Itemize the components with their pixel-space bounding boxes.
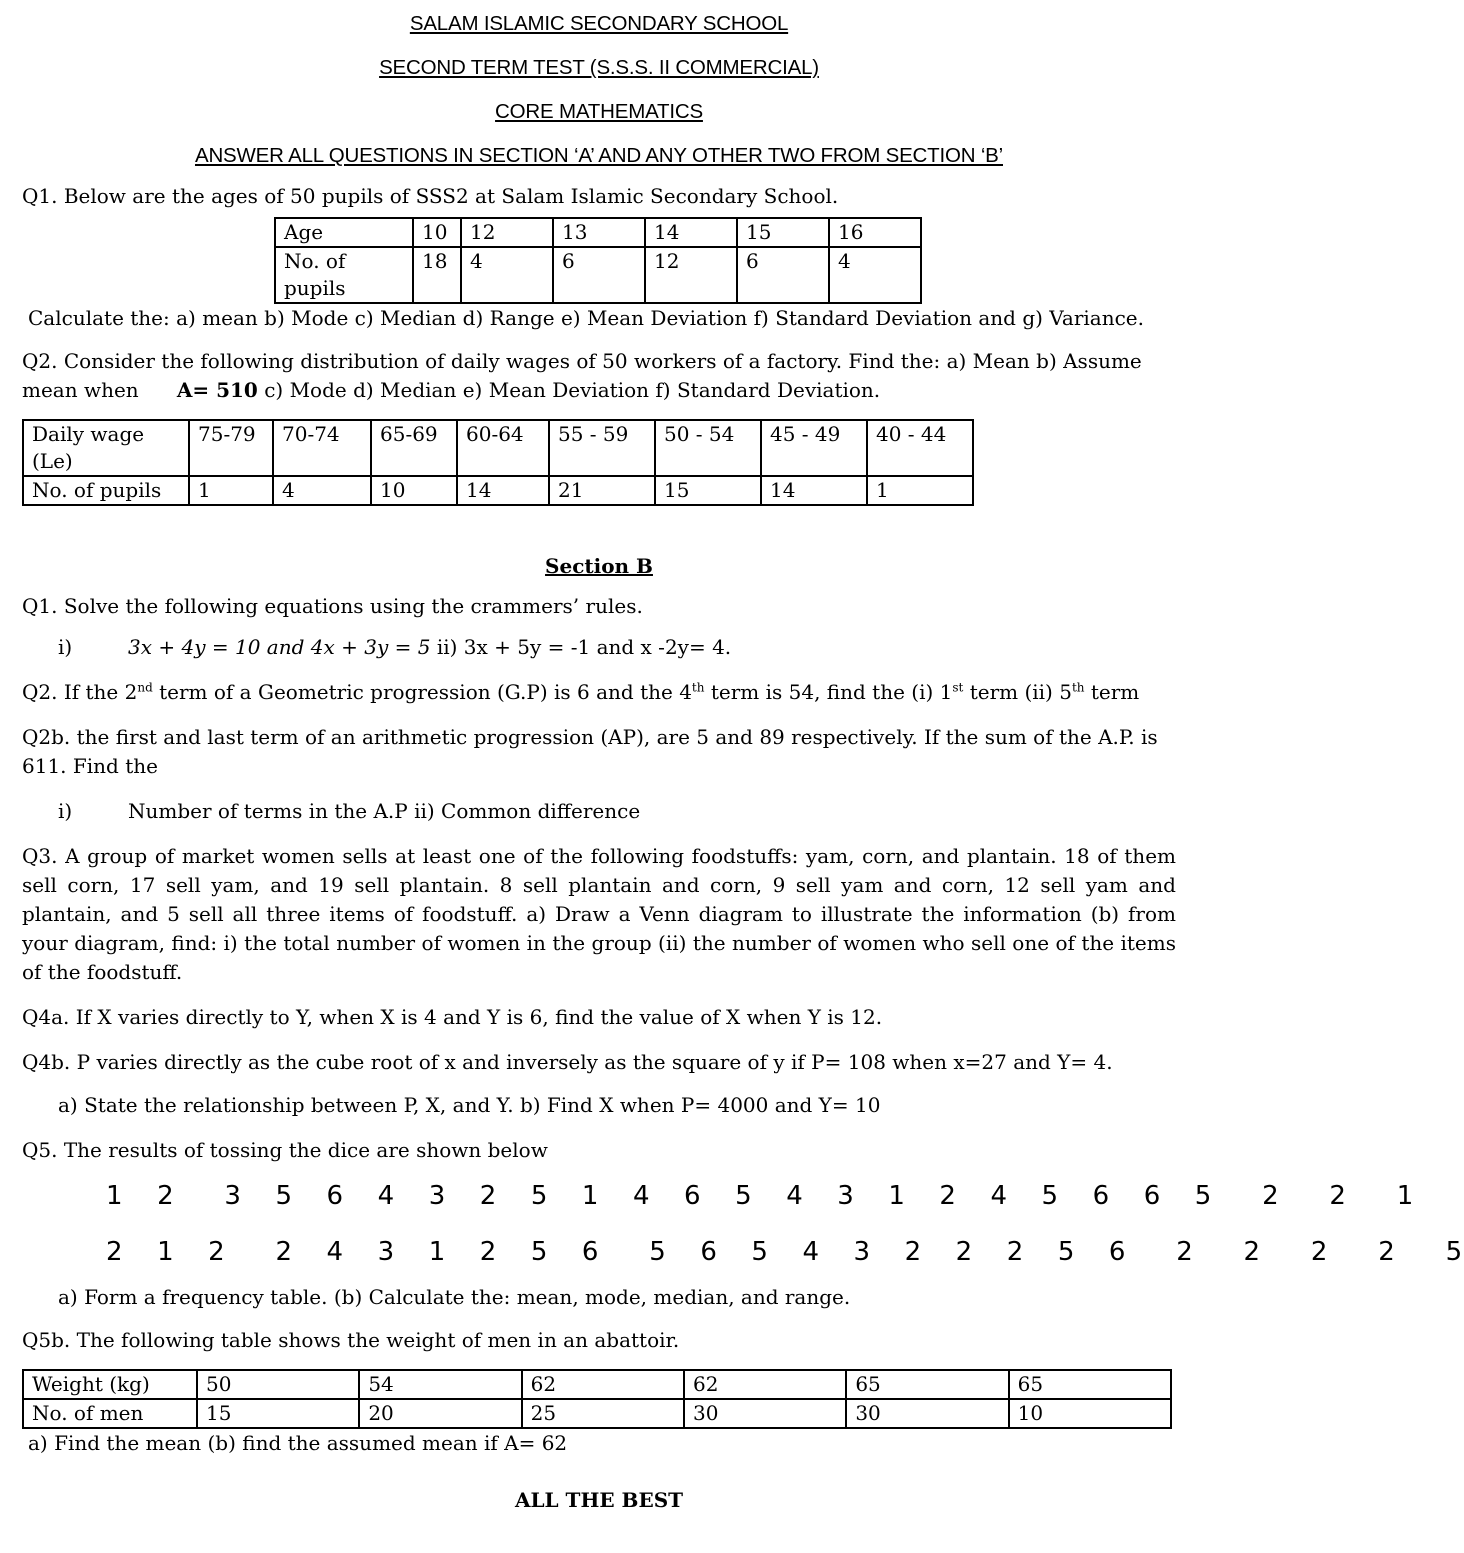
table-cell: 65-69 xyxy=(371,420,457,476)
table-cell: 25 xyxy=(522,1399,684,1428)
table-cell: 1 xyxy=(189,476,273,505)
subject-title: CORE MATHEMATICS xyxy=(495,100,703,123)
sectionB-q1-equations xyxy=(22,633,1176,662)
table-cell: 13 xyxy=(553,218,645,247)
table-cell: 15 xyxy=(197,1399,359,1428)
table-cell: 10 xyxy=(413,218,461,247)
row-label-age: Age xyxy=(275,218,413,247)
table-cell: 75-79 xyxy=(189,420,273,476)
dice-results-line-1: 1 2 3 5 6 4 3 2 5 1 4 6 5 4 3 1 2 4 5 6 6 5 2 2 1 xyxy=(106,1181,1416,1211)
table-cell: 50 xyxy=(197,1370,359,1399)
table-cell: 14 xyxy=(457,476,549,505)
table-row xyxy=(275,247,921,303)
table-cell: 70-74 xyxy=(273,420,371,476)
table-cell: 18 xyxy=(413,247,461,303)
table-cell: 4 xyxy=(273,476,371,505)
table-cell: 12 xyxy=(645,247,737,303)
table-cell: 12 xyxy=(461,218,553,247)
table-cell: 45 - 49 xyxy=(761,420,867,476)
assumed-mean-value: A= 510 xyxy=(176,378,258,402)
sectionA-q1-task: Calculate the: a) mean b) Mode c) Median d) Range e) Mean Deviation f) Standard Deviation and g) Variance. xyxy=(28,306,1144,330)
test-title: SECOND TERM TEST (S.S.S. II COMMERCIAL) xyxy=(379,56,819,79)
table-cell: 30 xyxy=(684,1399,846,1428)
item-number: i) xyxy=(58,635,73,659)
table-cell: 40 - 44 xyxy=(867,420,973,476)
ages-table xyxy=(274,217,922,304)
row-label-pupils: No. of pupils xyxy=(275,247,413,303)
table-cell: 65 xyxy=(846,1370,1008,1399)
section-b-title: Section B xyxy=(545,554,653,578)
table-cell: 21 xyxy=(549,476,655,505)
table-cell: 16 xyxy=(829,218,921,247)
sectionB-q2b-sub xyxy=(22,797,1176,826)
table-cell: 62 xyxy=(522,1370,684,1399)
sectionB-q2-text: Q2. If the 2nd term of a Geometric progression (G.P) is 6 and the 4th term is 54, find the (i) 1st term (ii) 5th term xyxy=(22,680,1140,704)
table-cell: 10 xyxy=(1009,1399,1171,1428)
table-cell: 62 xyxy=(684,1370,846,1399)
q2-text-a: Q2. Consider the following distribution of daily wages of 50 workers of a factory. Find the: a) Mean b) Assume mean when xyxy=(22,349,1142,402)
table-row xyxy=(23,420,973,476)
sectionB-q5-sub: a) Form a frequency table. (b) Calculate the: mean, mode, median, and range. xyxy=(58,1285,851,1309)
sectionB-q4b-text: Q4b. P varies directly as the cube root of x and inversely as the square of y if P= 108 when x=27 and Y= 4. xyxy=(22,1050,1113,1074)
sectionB-q5-text: Q5. The results of tossing the dice are shown below xyxy=(22,1138,548,1162)
sectionA-q1-text: Q1. Below are the ages of 50 pupils of SSS2 at Salam Islamic Secondary School. xyxy=(22,184,839,208)
table-cell: 15 xyxy=(655,476,761,505)
table-cell: 54 xyxy=(359,1370,521,1399)
table-cell: 50 - 54 xyxy=(655,420,761,476)
table-cell: 10 xyxy=(371,476,457,505)
sectionB-q5b-sub: a) Find the mean (b) find the assumed mean if A= 62 xyxy=(28,1431,568,1455)
closing-note: ALL THE BEST xyxy=(514,1488,684,1512)
sectionB-q1-text: Q1. Solve the following equations using the crammers’ rules. xyxy=(22,594,643,618)
wages-table xyxy=(22,419,974,506)
table-row xyxy=(23,476,973,505)
table-cell: 14 xyxy=(645,218,737,247)
table-row xyxy=(275,218,921,247)
table-cell: 4 xyxy=(461,247,553,303)
row-label-men: No. of men xyxy=(23,1399,197,1428)
sectionB-q2b-text: Q2b. the first and last term of an arithmetic progression (AP), are 5 and 89 respectively. If the sum of the A.P. is 611. Find the xyxy=(22,725,1158,778)
table-cell: 15 xyxy=(737,218,829,247)
table-cell: 65 xyxy=(1009,1370,1171,1399)
table-row xyxy=(23,1399,1171,1428)
table-cell: 4 xyxy=(829,247,921,303)
sectionB-q4a-text: Q4a. If X varies directly to Y, when X is 4 and Y is 6, find the value of X when Y is 12. xyxy=(22,1005,883,1029)
instruction: ANSWER ALL QUESTIONS IN SECTION ‘A’ AND ANY OTHER TWO FROM SECTION ‘B’ xyxy=(194,144,1003,167)
row-label-wage: Daily wage (Le) xyxy=(23,420,189,476)
q2b-subquestions: Number of terms in the A.P ii) Common difference xyxy=(128,799,641,823)
sectionB-q3-text: Q3. A group of market women sells at least one of the following foodstuffs: yam, corn, and plantain. 18 of them sell corn, 17 sell yam, and 19 sell plantain. 8 sell plantain and corn, 9 sell yam and corn, 12 sell yam and plantain, and 5 sell all three items of foodstuff. a) Draw a Venn diagram to illustrate the information (b) from your diagram, find: i) the total number of women in the group (ii) the number of women who sell one of the items of the foodstuff. xyxy=(22,844,1176,984)
sectionA-q2-text xyxy=(22,347,1176,405)
q2-text-b: c) Mode d) Median e) Mean Deviation f) Standard Deviation. xyxy=(264,378,881,402)
table-cell: 1 xyxy=(867,476,973,505)
equation-1: 3x + 4y = 10 and 4x + 3y = 5 xyxy=(128,635,431,659)
table-cell: 60-64 xyxy=(457,420,549,476)
dice-results-line-2: 2 1 2 2 4 3 1 2 5 6 5 6 5 4 3 2 2 2 5 6 2 2 2 2 5 xyxy=(106,1237,1464,1267)
weights-table xyxy=(22,1369,1172,1429)
sectionB-q5b-text: Q5b. The following table shows the weight of men in an abattoir. xyxy=(22,1328,680,1352)
table-cell: 20 xyxy=(359,1399,521,1428)
equation-2: ii) 3x + 5y = -1 and x -2y= 4. xyxy=(436,635,732,659)
table-cell: 30 xyxy=(846,1399,1008,1428)
table-cell: 55 - 59 xyxy=(549,420,655,476)
item-number: i) xyxy=(58,799,73,823)
table-cell: 6 xyxy=(553,247,645,303)
school-name: SALAM ISLAMIC SECONDARY SCHOOL xyxy=(409,12,789,35)
row-label-weight: Weight (kg) xyxy=(23,1370,197,1399)
table-cell: 14 xyxy=(761,476,867,505)
table-cell: 6 xyxy=(737,247,829,303)
sectionB-q4b-sub: a) State the relationship between P, X, and Y. b) Find X when P= 4000 and Y= 10 xyxy=(58,1093,881,1117)
row-label-pupils: No. of pupils xyxy=(23,476,189,505)
table-row xyxy=(23,1370,1171,1399)
